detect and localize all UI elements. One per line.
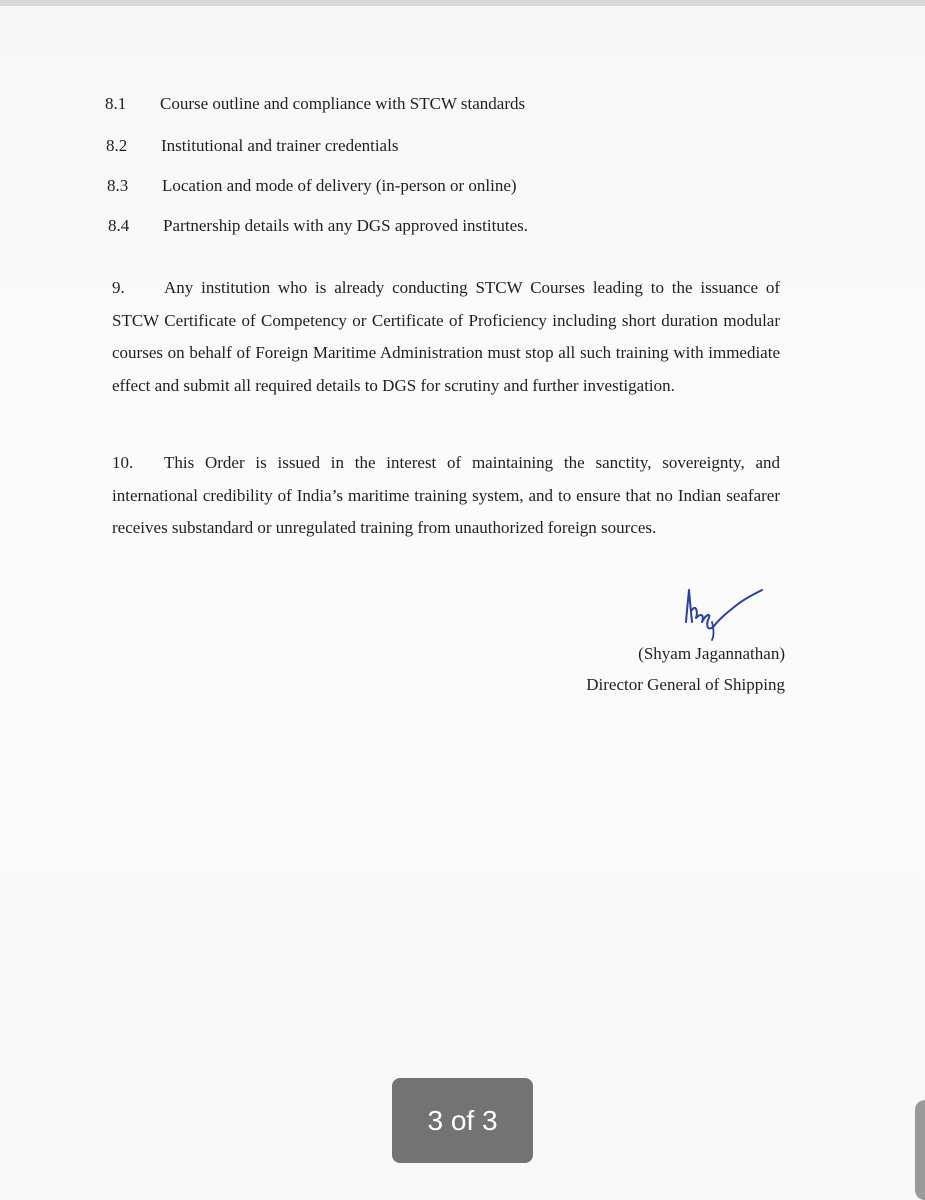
paragraph-text: This Order is issued in the interest of maintaining the sanctity, sovereignty, and international credibility of India’s maritime training system, and to ensure that no Indian seafarer receives substandard or unregulated training from unauthorized foreign sources. [112, 453, 780, 537]
list-item-number: 8.2 [106, 136, 128, 155]
list-item-number: 8.1 [105, 94, 127, 113]
list-item-text: Course outline and compliance with STCW standards [160, 94, 526, 113]
document-page [0, 6, 925, 1200]
list-item-number: 8.4 [108, 216, 130, 235]
signatory-name: (Shyam Jagannathan) [638, 644, 785, 663]
list-item-text: Institutional and trainer credentials [161, 136, 399, 155]
list-item-text: Partnership details with any DGS approved institutes. [163, 216, 528, 235]
paragraph-number: 10. [112, 453, 134, 472]
page-indicator: 3 of 3 [392, 1078, 533, 1163]
paragraph-9 [112, 272, 780, 402]
scroll-handle[interactable] [915, 1100, 925, 1200]
list-item-text: Location and mode of delivery (in-person or online) [162, 176, 517, 195]
paragraph-10 [112, 447, 780, 545]
signatory-title: Director General of Shipping [586, 675, 785, 694]
list-item-number: 8.3 [107, 176, 129, 195]
signature-block [586, 638, 785, 700]
paragraph-text: Any institution who is already conducting STCW Courses leading to the issuance of STCW Certificate of Competency or Certificate of Proficiency including short duration modular courses on behalf of Foreign Maritime Administration must stop all such training with immediate effect and submit all required details to DGS for scrutiny and further investigation. [112, 278, 780, 395]
signature-mark [678, 582, 768, 646]
paragraph-number: 9. [112, 278, 125, 297]
